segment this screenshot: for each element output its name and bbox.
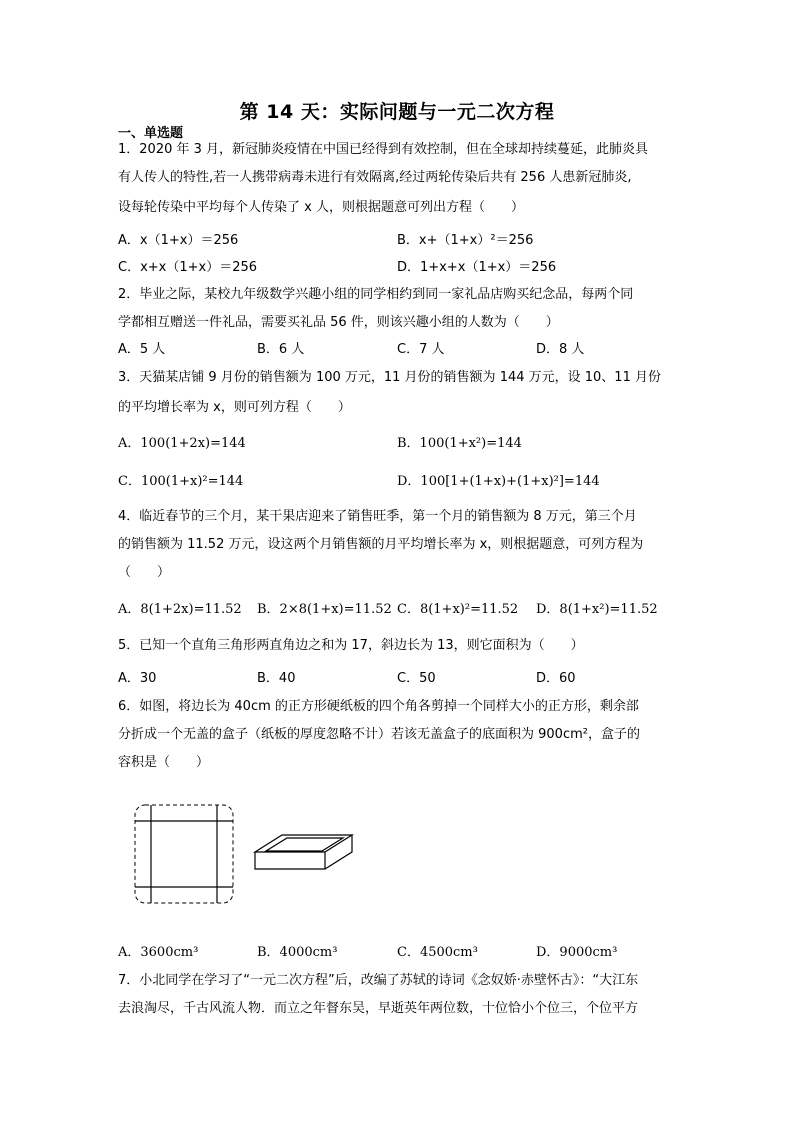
q4-line-3: （ ） bbox=[118, 565, 171, 580]
q3-option-c: C．100(1+x)²=144 bbox=[118, 474, 244, 489]
q7-line-1: 7．小北同学在学习了“一元二次方程”后，改编了苏轼的诗词《念奴娇·赤壁怀古》：“大江东 bbox=[118, 973, 639, 988]
section-heading: 一、单选题 bbox=[118, 126, 184, 141]
page-title: 第 14 天：实际问题与一元二次方程 bbox=[239, 101, 555, 123]
q3-option-b: B．100(1+x²)=144 bbox=[397, 436, 522, 451]
q7-line-2: 去浪淘尽，千古风流人物．而立之年督东吴，早逝英年两位数，十位恰小个位三，个位平方 bbox=[118, 1001, 639, 1016]
q3-line-1: 3．天猫某店铺 9 月份的销售额为 100 万元，11 月份的销售额为 144 万元，设 10、11 月份 bbox=[118, 370, 661, 385]
q2-line-2: 学都相互赠送一件礼品，需要买礼品 56 件，则该兴趣小组的人数为（ ） bbox=[118, 315, 559, 330]
q4-option-b: B．2×8(1+x)=11.52 bbox=[257, 602, 392, 617]
q4-option-a: A．8(1+2x)=11.52 bbox=[118, 602, 242, 617]
q6-line-3: 容积是（ ） bbox=[118, 755, 210, 770]
q6-option-b: B．4000cm³ bbox=[257, 945, 338, 960]
q3-option-d: D．100[1+(1+x)+(1+x)²]=144 bbox=[397, 474, 600, 489]
q1-option-d: D．1+x+x（1+x）＝256 bbox=[397, 260, 557, 275]
q5-option-d: D．60 bbox=[536, 671, 576, 686]
q3-line-2: 的平均增长率为 x，则可列方程（ ） bbox=[118, 400, 351, 415]
q2-option-b: B．6 人 bbox=[257, 342, 305, 357]
cardboard-net bbox=[135, 805, 233, 903]
open-box bbox=[255, 835, 352, 869]
q6-line-1: 6．如图，将边长为 40cm 的正方形硬纸板的四个角各剪掉一个同样大小的正方形，剩余部 bbox=[118, 699, 639, 714]
q1-option-c: C．x+x（1+x）＝256 bbox=[118, 260, 258, 275]
q4-line-1: 4．临近春节的三个月，某干果店迎来了销售旺季，第一个月的销售额为 8 万元，第三个月 bbox=[118, 509, 637, 524]
q1-option-b: B．x+（1+x）²＝256 bbox=[397, 233, 534, 248]
q6-line-2: 分折成一个无盖的盒子（纸板的厚度忽略不计）若该无盖盒子的底面积为 900cm²，盒子的 bbox=[118, 727, 640, 742]
q2-line-1: 2．毕业之际，某校九年级数学兴趣小组的同学相约到同一家礼品店购买纪念品，每两个同 bbox=[118, 287, 634, 302]
q5-option-a: A．30 bbox=[118, 671, 157, 686]
q5-line-1: 5．已知一个直角三角形两直角边之和为 17，斜边长为 13，则它面积为（ ） bbox=[118, 638, 584, 653]
q2-option-c: C．7 人 bbox=[397, 342, 445, 357]
q6-option-c: C．4500cm³ bbox=[397, 945, 478, 960]
q3-option-a: A．100(1+2x)=144 bbox=[118, 436, 246, 451]
q4-option-d: D．8(1+x²)=11.52 bbox=[536, 602, 658, 617]
q1-line-1: 1．2020 年 3 月，新冠肺炎疫情在中国已经得到有效控制，但在全球却持续蔓延，此肺炎具 bbox=[118, 142, 649, 157]
q2-option-a: A．5 人 bbox=[118, 342, 166, 357]
q5-option-c: C．50 bbox=[397, 671, 436, 686]
q1-line-3: 设每轮传染中平均每个人传染了 x 人，则根据题意可列出方程（ ） bbox=[118, 200, 524, 215]
q5-option-b: B．40 bbox=[257, 671, 296, 686]
box-figure bbox=[130, 800, 370, 930]
q4-option-c: C．8(1+x)²=11.52 bbox=[397, 602, 519, 617]
q4-line-2: 的销售额为 11.52 万元，设这两个月销售额的月平均增长率为 x，则根据题意，可列方程为 bbox=[118, 537, 644, 552]
q1-option-a: A．x（1+x）＝256 bbox=[118, 233, 239, 248]
q6-option-d: D．9000cm³ bbox=[536, 945, 618, 960]
q6-option-a: A．3600cm³ bbox=[118, 945, 199, 960]
q1-line-2: 有人传人的特性,若一人携带病毒未进行有效隔离,经过两轮传染后共有 256 人患新冠肺炎, bbox=[118, 170, 632, 185]
q2-option-d: D．8 人 bbox=[536, 342, 585, 357]
